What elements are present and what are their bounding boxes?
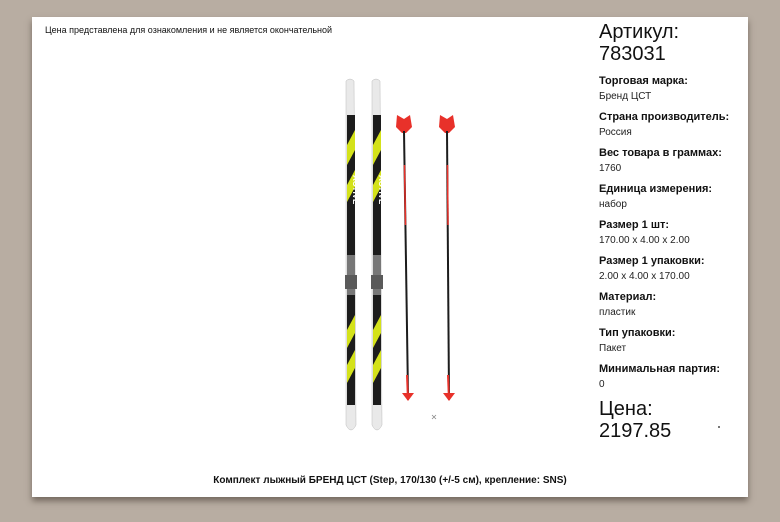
field-package-size xyxy=(599,254,747,284)
field-value: Россия xyxy=(599,127,632,138)
sku-value: 783031 xyxy=(599,43,666,65)
field-value: набор xyxy=(599,199,627,210)
field-label: Вес товара в граммах: xyxy=(599,147,722,159)
ski-right-print: ACTIVE xyxy=(377,175,386,205)
price-disclaimer: Цена представлена для ознакомления и не является окончательной xyxy=(45,25,333,35)
field-value: Пакет xyxy=(599,343,627,354)
sku-label: Артикул: xyxy=(599,21,680,43)
field-label: Торговая марка: xyxy=(599,75,688,87)
field-value: пластик xyxy=(599,307,636,318)
field-item-size xyxy=(599,218,747,248)
product-caption: Комплект лыжный БРЕНД ЦСТ (Step, 170/130 (+/-5 см), крепление: SNS) xyxy=(213,475,567,486)
field-min-batch xyxy=(599,362,747,392)
field-value: 170.00 x 4.00 x 2.00 xyxy=(599,235,690,246)
field-package-type xyxy=(599,326,747,356)
ski-right xyxy=(371,79,386,430)
field-weight xyxy=(599,146,747,176)
field-value: 0 xyxy=(599,379,605,390)
field-country xyxy=(599,110,747,140)
field-material xyxy=(599,290,747,320)
price-label: Цена: xyxy=(599,398,653,420)
field-label: Минимальная партия: xyxy=(599,363,720,375)
ski-left xyxy=(345,79,360,430)
product-card xyxy=(32,17,748,497)
field-label: Материал: xyxy=(599,291,657,303)
field-label: Размер 1 упаковки: xyxy=(599,255,705,267)
field-unit xyxy=(599,182,747,212)
pole-left xyxy=(396,115,414,401)
field-label: Тип упаковки: xyxy=(599,327,676,339)
field-label: Размер 1 шт: xyxy=(599,219,670,231)
price-block xyxy=(599,398,747,442)
field-label: Страна производитель: xyxy=(599,111,730,123)
ski-set-image xyxy=(332,75,492,455)
field-value: 1760 xyxy=(599,163,622,174)
ski-left-print: ACTIVE xyxy=(351,175,360,205)
field-label: Единица измерения: xyxy=(599,183,713,195)
field-value: 2.00 x 4.00 x 170.00 xyxy=(599,271,690,282)
pole-right xyxy=(439,115,455,401)
field-brand xyxy=(599,74,747,104)
decorative-dot xyxy=(718,426,720,428)
field-value: Бренд ЦСТ xyxy=(599,91,652,102)
price-value: 2197.85 xyxy=(599,420,672,442)
product-info xyxy=(599,21,747,442)
